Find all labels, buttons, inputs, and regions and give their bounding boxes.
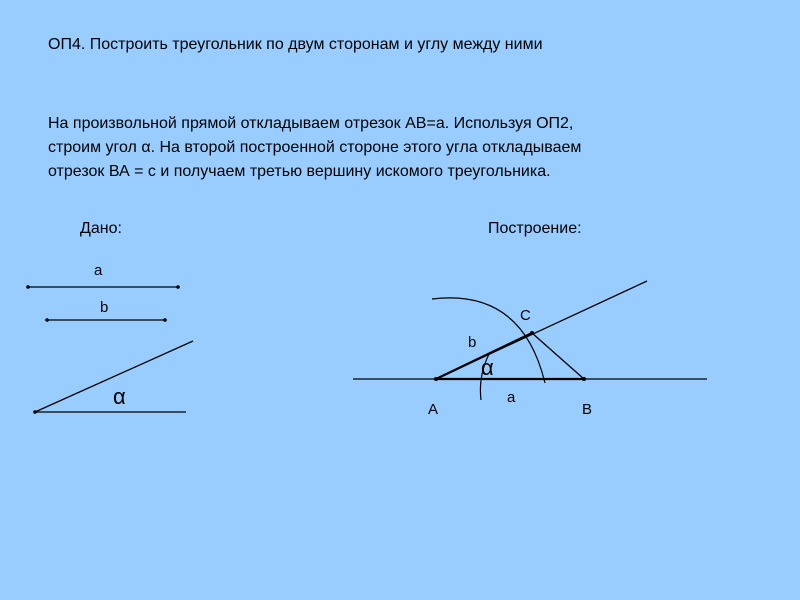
given-segment-b [45,299,167,322]
point-B [582,377,586,381]
given-segment-b-label: b [100,299,109,316]
given-segment-a [26,262,180,289]
side-b-label: b [468,334,477,351]
point-B-label: B [582,401,593,418]
side-BC [532,333,584,379]
description-line: отрезок ВА = с и получаем третью вершину искомого треугольника. [48,163,551,180]
given-segment-a-label: a [94,262,103,279]
given-angle-alpha [33,341,193,414]
given-heading: Дано: [80,220,122,237]
construction-figure [353,281,707,418]
side-a-label: a [507,389,516,406]
description-line: На произвольной прямой откладываем отрезок АВ=а. Используя ОП2, [48,115,574,132]
point-C [530,331,534,335]
construction-angle-label: α [481,355,494,380]
point-C-label: C [520,307,531,324]
point-A-label: A [428,401,439,418]
construction-heading: Построение: [488,220,582,237]
given-angle-label: α [113,384,126,409]
description-line: строим угол α. На второй построенной стороне этого угла откладываем [48,139,582,156]
point-A [434,377,438,381]
slide-title: ОП4. Построить треугольник по двум сторонам и углу между ними [48,36,543,53]
